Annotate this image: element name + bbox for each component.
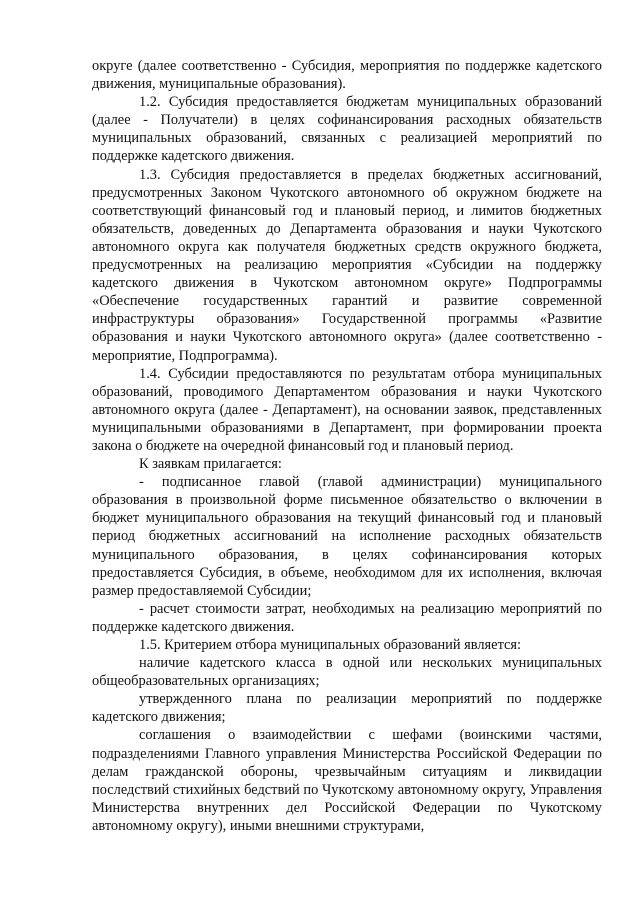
paragraph-attachments-heading: К заявкам прилагается:	[139, 456, 282, 473]
paragraph-criterion-cadet-class: наличие кадетского класса в одной или нескольких муниципальных общеобразовательных организациях;	[92, 655, 602, 690]
paragraph-attachment-cost-calculation: - расчет стоимости затрат, необходимых на реализацию мероприятий по поддержке кадетского движения.	[92, 600, 602, 635]
paragraph-1-5: 1.5. Критерием отбора муниципальных образований является:	[139, 637, 522, 653]
paragraph-1-2: 1.2. Субсидия предоставляется бюджетам муниципальных образований (далее - Получатели) в целях софинансирования расходных обязательств муниципальных образований, связанных с реализацией мероприятий по поддержке кадетского движения.	[92, 94, 602, 165]
paragraph-1-3: 1.3. Субсидия предоставляется в пределах бюджетных ассигнований, предусмотренных Законом Чукотского автономного об окружном бюджете на соответствующий финансовый год и плановый период, и лимитов бюджетных обязательств, доведенных до Департамента образования и науки Чукотского автономного округа как получателя бюджетных средств окружного бюджета, предусмотренных на реализацию мероприятия «Субсидии на поддержку кадетского движения в Чукотском автономном округе» Подпрограммы «Обеспечение государственных гарантий и развитие современной инфраструктуры образования» Государственной программы «Развитие образования и науки Чукотского автономного округа» (далее соответственно - мероприятие, Подпрограмма).	[92, 166, 602, 364]
paragraph-attachment-obligation: - подписанное главой (главой администрации) муниципального образования в произвольной форме письменное обязательство о включении в бюджет муниципального образования на текущий финансовый год и плановый период бюджетных ассигнований на исполнение расходных обязательств муниципального образования, в целях софинансирования которых предоставляется Субсидия, в объеме, необходимом для их исполнения, включая размер предоставляемой Субсидии;	[92, 474, 602, 599]
paragraph-criterion-approved-plan: утвержденного плана по реализации мероприятий по поддержке кадетского движения;	[92, 691, 602, 726]
paragraph-criterion-agreements: соглашения о взаимодействии с шефами (воинскими частями, подразделениями Главного управления Министерства Российской Федерации по делам гражданской обороны, чрезвычайным ситуациям и ликвидации последствий стихийных бедствий по Чукотскому автономному округу, Управления Министерства внутренних дел Российской Федерации по Чукотскому автономному округу), иными внешними структурами,	[92, 727, 602, 834]
document-page	[92, 57, 602, 835]
paragraph-1-4: 1.4. Субсидии предоставляются по результатам отбора муниципальных образований, проводимого Департаментом образования и науки Чукотского автономного округа (далее - Департамент), на основании заявок, представленных муниципальными образованиями в Департамент, при формировании проекта закона о бюджете на очередной финансовый год и плановый период.	[92, 365, 602, 454]
paragraph-continuation: округе (далее соответственно - Субсидия, мероприятия по поддержке кадетского движения, муниципальные образования).	[92, 58, 602, 93]
